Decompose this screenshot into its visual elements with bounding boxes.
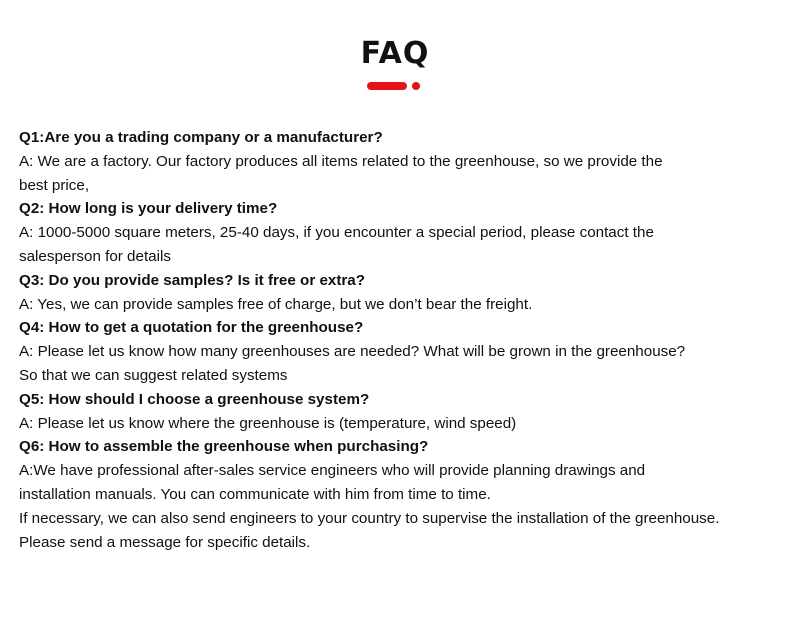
faq-answer-line: So that we can suggest related systems: [19, 366, 288, 384]
faq-question: Q6: How to assemble the greenhouse when purchasing?: [19, 438, 429, 456]
faq-question: Q1:Are you a trading company or a manufacturer?: [19, 129, 383, 146]
faq-question: Q5: How should I choose a greenhouse system?: [19, 390, 370, 408]
faq-answer-line: A:We have professional after-sales service engineers who will provide planning drawings and: [19, 462, 646, 480]
faq-question: Q4: How to get a quotation for the greenhouse?: [19, 319, 364, 337]
faq-header: [0, 36, 790, 72]
faq-item-q1: [19, 126, 779, 197]
faq-question: Q3: Do you provide samples? Is it free or extra?: [19, 271, 366, 289]
faq-answer-line: best price,: [19, 176, 90, 194]
faq-item-q5: [19, 388, 779, 436]
page-title: FAQ: [360, 36, 430, 71]
faq-answer-line: A: Please let us know where the greenhouse is (temperature, wind speed): [19, 414, 517, 432]
title-underline: [0, 82, 790, 92]
faq-item-q6: [19, 435, 779, 554]
faq-question: Q2: How long is your delivery time?: [19, 200, 278, 218]
faq-item-q3: [19, 269, 779, 317]
faq-answer-line: A: 1000-5000 square meters, 25-40 days, if you encounter a special period, please contact the: [19, 224, 654, 242]
faq-item-q4: [19, 316, 779, 387]
faq-answer-line: salesperson for details: [19, 247, 171, 265]
faq-answer-line: A: Yes, we can provide samples free of charge, but we don’t bear the freight.: [19, 295, 533, 313]
faq-answer-line: A: Please let us know how many greenhouses are needed? What will be grown in the greenhouse?: [19, 343, 686, 361]
faq-list: [19, 126, 779, 554]
faq-answer-line: installation manuals. You can communicate with him from time to time.: [19, 485, 491, 503]
underline-bar: [367, 82, 407, 90]
faq-answer-line: A: We are a factory. Our factory produces all items related to the greenhouse, so we provide the: [19, 152, 663, 170]
faq-answer-line: Please send a message for specific details.: [19, 533, 311, 551]
faq-item-q2: [19, 197, 779, 268]
underline-dot: [412, 82, 420, 90]
faq-answer-line: If necessary, we can also send engineers to your country to supervise the installation of the greenhouse.: [19, 509, 720, 527]
